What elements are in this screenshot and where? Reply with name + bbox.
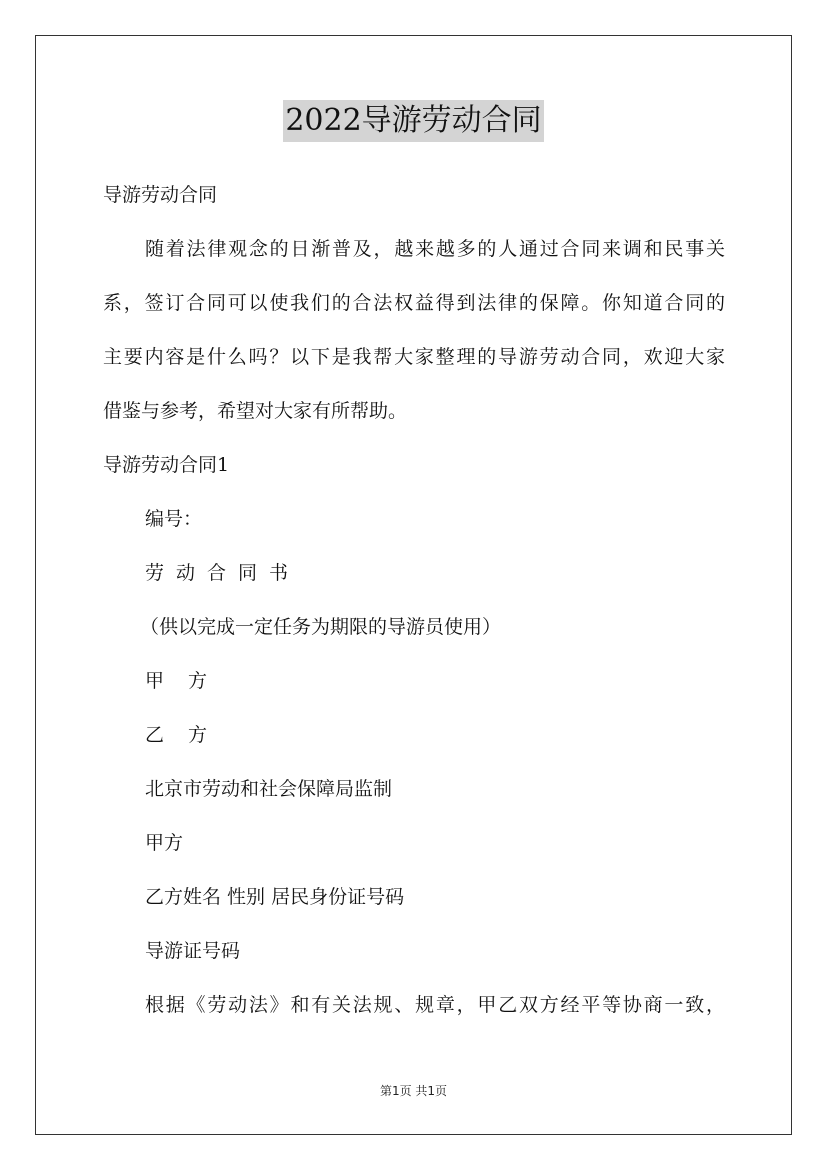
party-b-spaced: 乙 方 [145,724,217,746]
supervisor-line: 北京市劳动和社会保障局监制 [145,778,393,800]
section-title: 导游劳动合同1 [103,454,230,476]
heading-line: 导游劳动合同 [103,184,218,206]
title-container [0,100,827,142]
party-a-spaced: 甲 方 [145,670,217,692]
guide-cert-line: 导游证号码 [145,940,241,962]
intro-line-2: 系，签订合同可以使我们的合法权益得到法律的保障。你知道合同的 [103,292,725,314]
document-title: 2022导游劳动合同 [283,100,543,142]
page-footer: 第1页 共1页 [379,1084,448,1098]
party-b-info-line: 乙方姓名 性别 居民身份证号码 [145,886,405,908]
intro-line-3: 主要内容是什么吗？以下是我帮大家整理的导游劳动合同，欢迎大家 [103,346,725,368]
party-a-line: 甲方 [145,832,184,854]
basis-line: 根据《劳动法》和有关法规、规章，甲乙双方经平等协商一致， [145,994,725,1016]
usage-note: （供以完成一定任务为期限的导游员使用） [140,616,502,638]
number-label: 编号： [145,508,203,530]
contract-book-heading: 劳动合同书 [145,562,301,584]
intro-line-4: 借鉴与参考，希望对大家有所帮助。 [103,400,408,422]
intro-line-1: 随着法律观念的日渐普及，越来越多的人通过合同来调和民事关 [145,238,725,260]
